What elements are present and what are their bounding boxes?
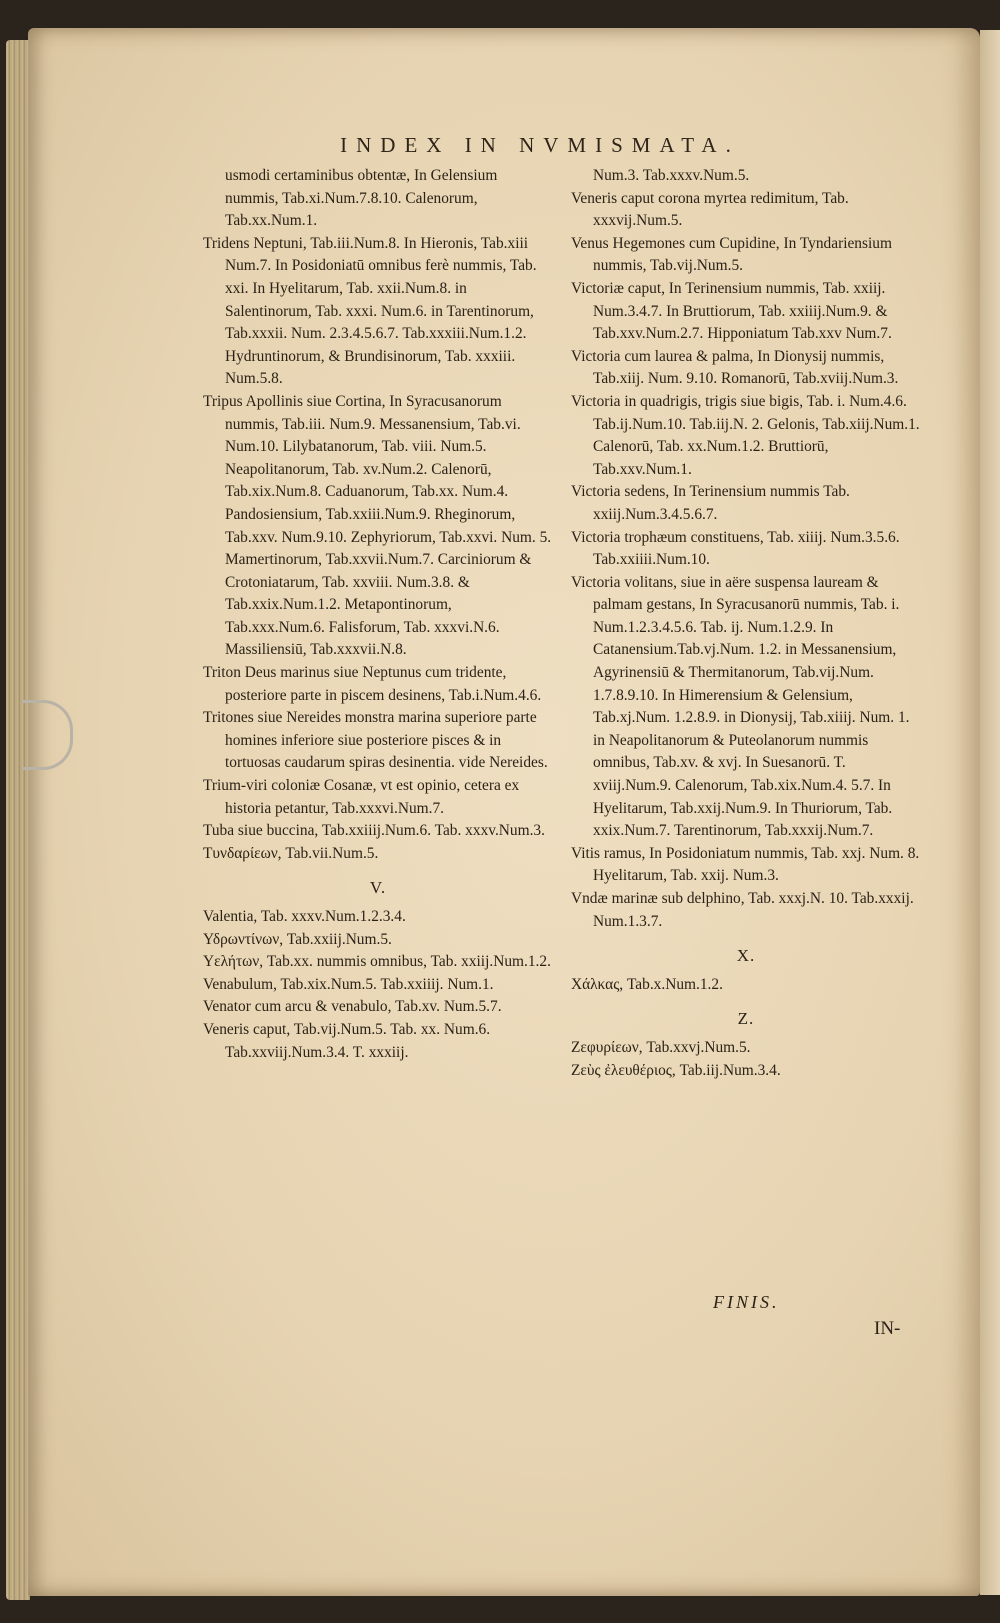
finis-mark: FINIS.	[713, 1292, 780, 1312]
section-letter: X.	[736, 946, 756, 966]
index-entry: Τυνδαρίεων, Tab.vii.Num.5.	[203, 844, 379, 862]
index-entry: Veneris caput, Tab.vij.Num.5. Tab. xx. Num.6. Tab.xxviij.Num.3.4. T. xxxiij.	[203, 1020, 491, 1061]
index-entry: Valentia, Tab. xxxv.Num.1.2.3.4.	[203, 908, 406, 925]
index-entry: Venabulum, Tab.xix.Num.5. Tab.xxiiij. Num.1.	[203, 975, 494, 993]
index-entry: Vndæ marinæ sub delphino, Tab. xxxj.N. 10. Tab.xxxij. Num.1.3.7.	[571, 890, 914, 930]
index-entry: Ζεφυρίεων, Tab.xxvj.Num.5.	[571, 1038, 751, 1056]
paper-clip-icon	[22, 700, 73, 770]
index-entry: Victoria volitans, siue in aëre suspensa lauream & palmam gestans, In Syracusanorū nummis, Tab. i. Num.1.2.3.4.5.6. Tab. ij. Num.1.2.9. In Catanensium.Tab.vj.Num. 1.2. in Messanensium, Agyrinensiū & Thermitanorum, Tab.vij.Num. 1.7.8.9.10. In Himerensium & Gelensium, Tab.xj.Num. 1.2.8.9. in Dionysij, Tab.xiiij. Num. 1. in Neapolitanorum & Puteolanorum nummis omnibus, Tab.xv. & xvj. In Suesanorū. T. xviij.Num.9. Calenorum, Tab.xix.Num.4. 5.7. In Hyelitarum, Tab.xxij.Num.9. In Thuriorum, Tab. xxix.Num.7. Tarentinorum, Tab.xxxij.Num.7.	[571, 573, 910, 840]
index-entry: Trium-viri coloniæ Cosanæ, vt est opinio, cetera ex historia petantur, Tab.xxxvi.Num.7.	[203, 777, 520, 817]
index-entry: Υελήτων, Tab.xx. nummis omnibus, Tab. xxiij.Num.1.2.	[203, 953, 551, 971]
index-entry: Ζεὺς ἐλευθέριος, Tab.iij.Num.3.4.	[571, 1061, 781, 1079]
left-column	[203, 165, 553, 1064]
index-entry: Υδρωντίνων, Tab.xxiij.Num.5.	[203, 930, 392, 948]
index-entry: Tripus Apollinis siue Cortina, In Syracusanorum nummis, Tab.iii. Num.9. Messanensium, Tab.vi. Num.10. Lilybatanorum, Tab. viii. Num.5. Neapolitanorum, Tab. xv.Num.2. Calenorū, Tab.xix.Num.8. Caduanorum, Tab.xx. Num.4. Pandosiensium, Tab.xxiii.Num.9. Rheginorum, Tab.xxv. Num.9.10. Zephyriorum, Tab.xxvi. Num. 5. Mamertinorum, Tab.xxvii.Num.7. Carciniorum & Crotoniatarum, Tab. xxviii. Num.3.8. & Tab.xxix.Num.1.2. Metapontinorum, Tab.xxx.Num.6. Falisforum, Tab. xxxvi.N.6. Massiliensiū, Tab.xxxvii.N.8.	[203, 392, 552, 659]
index-entry: Venator cum arcu & venabulo, Tab.xv. Num.5.7.	[203, 998, 502, 1016]
index-entry: Tritones siue Nereides monstra marina superiore parte homines inferiore siue posteriore pisces & in tortuosas caudarum spiras desinentia. vide Nereides.	[203, 709, 548, 772]
index-entry: Victoria cum laurea & palma, In Dionysij nummis, Tab.xiij. Num. 9.10. Romanorū, Tab.xviij.Num.3.	[571, 347, 899, 388]
index-entry: Num.3. Tab.xxxv.Num.5.	[593, 167, 750, 184]
index-entry: Tuba siue buccina, Tab.xxiiij.Num.6. Tab. xxxv.Num.3.	[203, 822, 545, 840]
index-entry: Triton Deus marinus siue Neptunus cum tridente, posteriore parte in piscem desinens, Tab.i.Num.4.6.	[203, 664, 542, 704]
facing-page-sliver	[980, 30, 1000, 1595]
index-entry: Victoriæ caput, In Terinensium nummis, Tab. xxiij. Num.3.4.7. In Bruttiorum, Tab. xxiiij.Num.9. & Tab.xxv.Num.2.7. Hipponiatum Tab.xxv Num.7.	[571, 279, 892, 343]
index-entry: Victoria in quadrigis, trigis siue bigis, Tab. i. Num.4.6. Tab.ij.Num.10. Tab.iij.N. 2. Gelonis, Tab.xiij.Num.1. Calenorū, Tab. xx.Num.1.2. Bruttiorū, Tab.xxv.Num.1.	[571, 392, 920, 478]
index-entry: Venus Hegemones cum Cupidine, In Tyndariensium nummis, Tab.vij.Num.5.	[571, 234, 892, 275]
index-entry: Veneris caput corona myrtea redimitum, Tab. xxxvij.Num.5.	[571, 189, 849, 230]
index-entry: Tridens Neptuni, Tab.iii.Num.8. In Hieronis, Tab.xiii Num.7. In Posidoniatū omnibus ferè nummis, Tab. xxi. In Hyelitarum, Tab. xxii.Num.8. in Salentinorum, Tab. xxxi. Num.6. in Tarentinorum, Tab.xxxii. Num. 2.3.4.5.6.7. Tab.xxxiii.Num.1.2. Hydruntinorum, & Brundisinorum, Tab. xxxiii. Num.5.8.	[203, 234, 537, 388]
index-entry: Victoria trophæum constituens, Tab. xiiij. Num.3.5.6. Tab.xxiiii.Num.10.	[571, 528, 900, 569]
section-letter: V.	[369, 878, 387, 898]
catchword: IN-	[874, 1318, 901, 1339]
section-letter: Z.	[737, 1009, 755, 1029]
index-entry: Victoria sedens, In Terinensium nummis Tab. xxiij.Num.3.4.5.6.7.	[571, 483, 850, 523]
index-entry: Vitis ramus, In Posidoniatum nummis, Tab. xxj. Num. 8. Hyelitarum, Tab. xxij. Num.3.	[571, 844, 920, 885]
page-stack-edge	[6, 40, 30, 1600]
page-header: INDEX IN NVMISMATA.	[340, 133, 740, 157]
index-entry: usmodi certaminibus obtentæ, In Gelensium nummis, Tab.xi.Num.7.8.10. Calenorum, Tab.xx.Num.1.	[225, 167, 498, 230]
index-entry: Χάλκας, Tab.x.Num.1.2.	[571, 975, 723, 993]
right-column	[571, 165, 921, 1082]
